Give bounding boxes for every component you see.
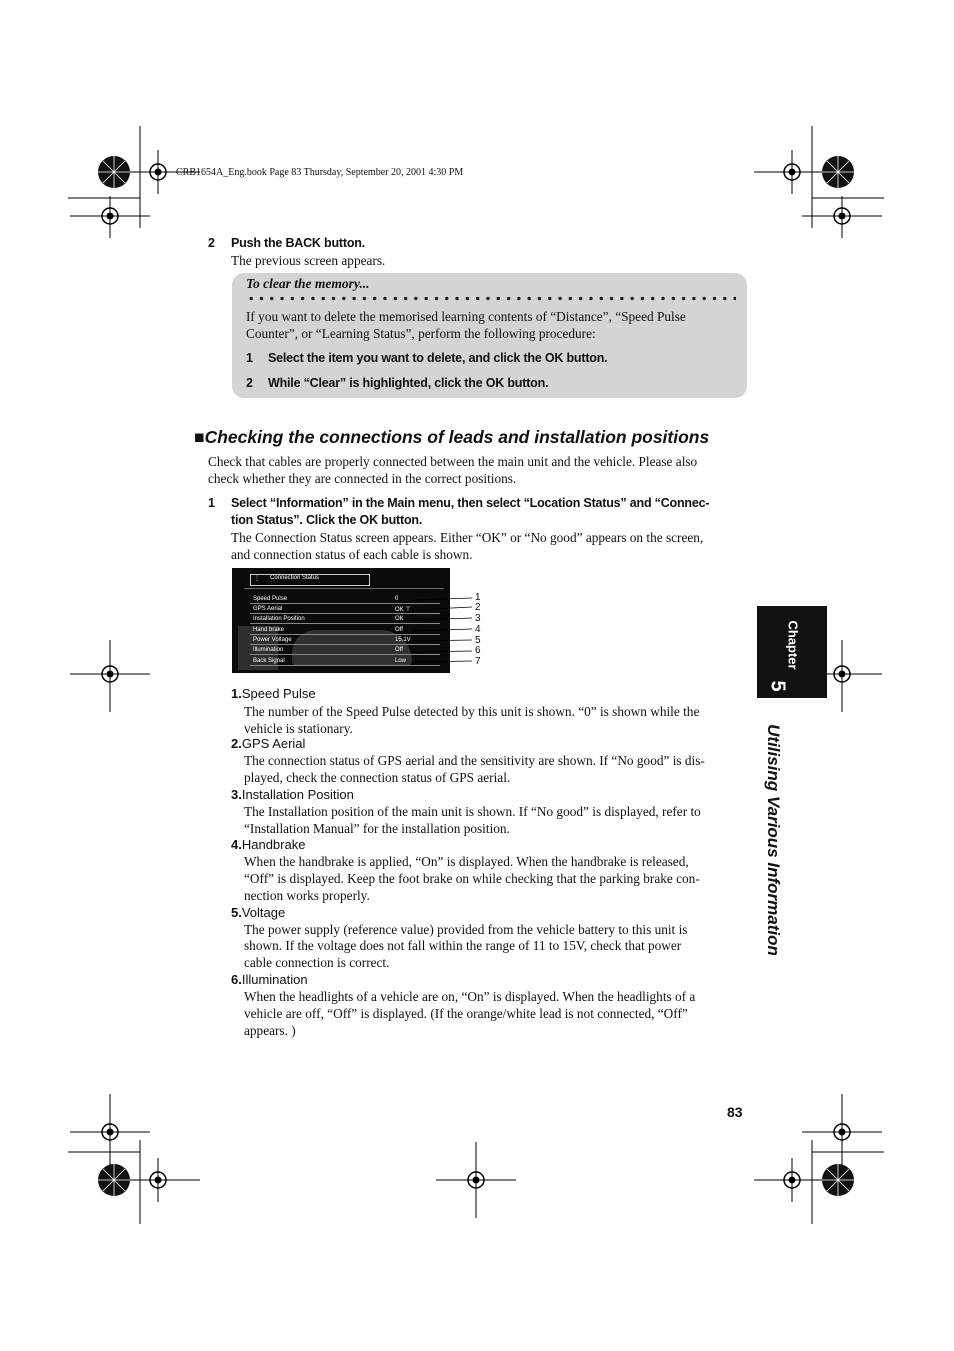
print-header: CRB1654A_Eng.book Page 83 Thursday, September 20, 2001 4:30 PM — [176, 167, 464, 178]
callout-number: 6 — [475, 645, 481, 656]
step-body: The previous screen appears. — [231, 253, 386, 268]
step-title-line: tion Status”. Click the OK button. — [231, 513, 423, 527]
item-label: Installation Position — [241, 787, 354, 802]
step-number: 1 — [208, 496, 215, 510]
item-body-line: appears. ) — [244, 1023, 296, 1038]
screen-row-value: 15.1V — [395, 637, 411, 643]
item-heading — [231, 686, 316, 701]
item-heading — [231, 905, 285, 920]
dotted-divider — [246, 296, 736, 301]
item-body-line: The power supply (reference value) provided from the vehicle battery to this unit is — [244, 922, 688, 937]
step-number: 2 — [208, 236, 215, 250]
section-intro-line: check whether they are connected in the correct positions. — [208, 471, 517, 486]
section-title: Checking the connections of leads and installation positions — [204, 427, 710, 447]
note-body-line: Counter”, or “Learning Status”, perform the following procedure: — [246, 326, 596, 341]
callout-number: 5 — [475, 635, 481, 646]
screen-divider — [244, 588, 444, 589]
callout-number: 1 — [475, 592, 481, 603]
item-body-line: played, check the connection status of GPS aerial. — [244, 770, 511, 785]
item-body-line: When the headlights of a vehicle are on, “On” is displayed. When the headlights of a — [244, 989, 696, 1004]
item-label: Voltage — [241, 905, 286, 920]
item-body-line: cable connection is correct. — [244, 955, 390, 970]
step-body-line: and connection status of each cable is shown. — [231, 547, 473, 562]
step-body-line: The Connection Status screen appears. Either “OK” or “No good” appears on the screen, — [231, 530, 704, 545]
item-body-line: “Off” is displayed. Keep the foot brake on while checking that the parking brake con- — [244, 871, 700, 886]
item-body-line: The connection status of GPS aerial and the sensitivity are shown. If “No good” is dis- — [244, 753, 705, 768]
item-number: 5. — [231, 905, 242, 920]
callout-number: 4 — [475, 624, 481, 635]
item-body-line: When the handbrake is applied, “On” is displayed. When the handbrake is released, — [244, 854, 689, 869]
item-body-line: “Installation Manual” for the installation position. — [244, 821, 510, 836]
callout-leaders — [400, 590, 480, 670]
screen-row-label: Speed Pulse — [253, 596, 288, 602]
note-step-text: Select the item you want to delete, and click the OK button. — [268, 351, 608, 365]
item-heading — [231, 736, 305, 751]
note-body-line: If you want to delete the memorised learning contents of “Distance”, “Speed Pulse — [246, 309, 686, 324]
item-number: 6. — [231, 972, 242, 987]
screen-row-value: OK ⊤ — [395, 607, 411, 613]
item-body-line: The Installation position of the main unit is shown. If “No good” is displayed, refer to — [244, 804, 701, 819]
item-heading — [231, 972, 308, 987]
item-label: Illumination — [241, 972, 308, 987]
screen-row-label: GPS Aerial — [253, 606, 283, 612]
item-number: 1. — [231, 686, 242, 701]
item-label: Handbrake — [241, 837, 306, 852]
screen-row-value: Off — [395, 647, 403, 653]
item-number: 4. — [231, 837, 242, 852]
screen-row-label: Power Voltage — [253, 637, 292, 643]
item-number: 2. — [231, 736, 242, 751]
page-number: 83 — [727, 1104, 743, 1120]
item-label: GPS Aerial — [241, 736, 306, 751]
item-heading — [231, 787, 354, 802]
item-body-line: shown. If the voltage does not fall within the range of 11 to 15V, check that power — [244, 938, 682, 953]
item-body-line: nection works properly. — [244, 888, 370, 903]
item-heading — [231, 837, 305, 852]
section-intro-line: Check that cables are properly connected between the main unit and the vehicle. Please also — [208, 454, 698, 469]
screen-title: Connection Status — [270, 575, 320, 581]
item-label: Speed Pulse — [241, 686, 316, 701]
list-icon: ⋮ — [254, 576, 260, 582]
callout-number: 3 — [475, 613, 481, 624]
step-title: Push the BACK button. — [231, 236, 365, 250]
note-step-text: While “Clear” is highlighted, click the OK button. — [268, 376, 549, 390]
section-marker: ■ — [194, 427, 205, 447]
screen-row-label: Back Signal — [253, 658, 285, 664]
screen-row-value: Off — [395, 627, 403, 633]
note-step-number: 2 — [246, 376, 253, 390]
chapter-label: Chapter — [785, 620, 801, 670]
note-step-number: 1 — [246, 351, 253, 365]
screen-row-label: Installation Position — [253, 616, 305, 622]
item-number: 3. — [231, 787, 242, 802]
step-title-line: Select “Information” in the Main menu, then select “Location Status” and “Connec- — [231, 496, 710, 510]
chapter-number: 5 — [766, 680, 789, 692]
note-title: To clear the memory... — [246, 276, 370, 291]
chapter-title: Utilising Various Information — [764, 724, 783, 956]
car-graphic — [292, 630, 412, 666]
callout-number: 7 — [475, 656, 481, 667]
item-body-line: vehicle are off, “Off” is displayed. (If the orange/white lead is not connected, “Off” — [244, 1006, 688, 1021]
screen-row-value: 0 — [395, 596, 399, 602]
callout-number: 2 — [475, 602, 481, 613]
section-heading — [194, 427, 709, 448]
screen-row-label: Illumination — [253, 647, 284, 653]
screen-row-value: OK — [395, 616, 404, 622]
screen-row-label: Hand brake — [253, 627, 285, 633]
item-body-line: vehicle is stationary. — [244, 721, 353, 736]
item-body-line: The number of the Speed Pulse detected by this unit is shown. “0” is shown while the — [244, 704, 700, 719]
screen-row-value: Low — [395, 658, 407, 664]
